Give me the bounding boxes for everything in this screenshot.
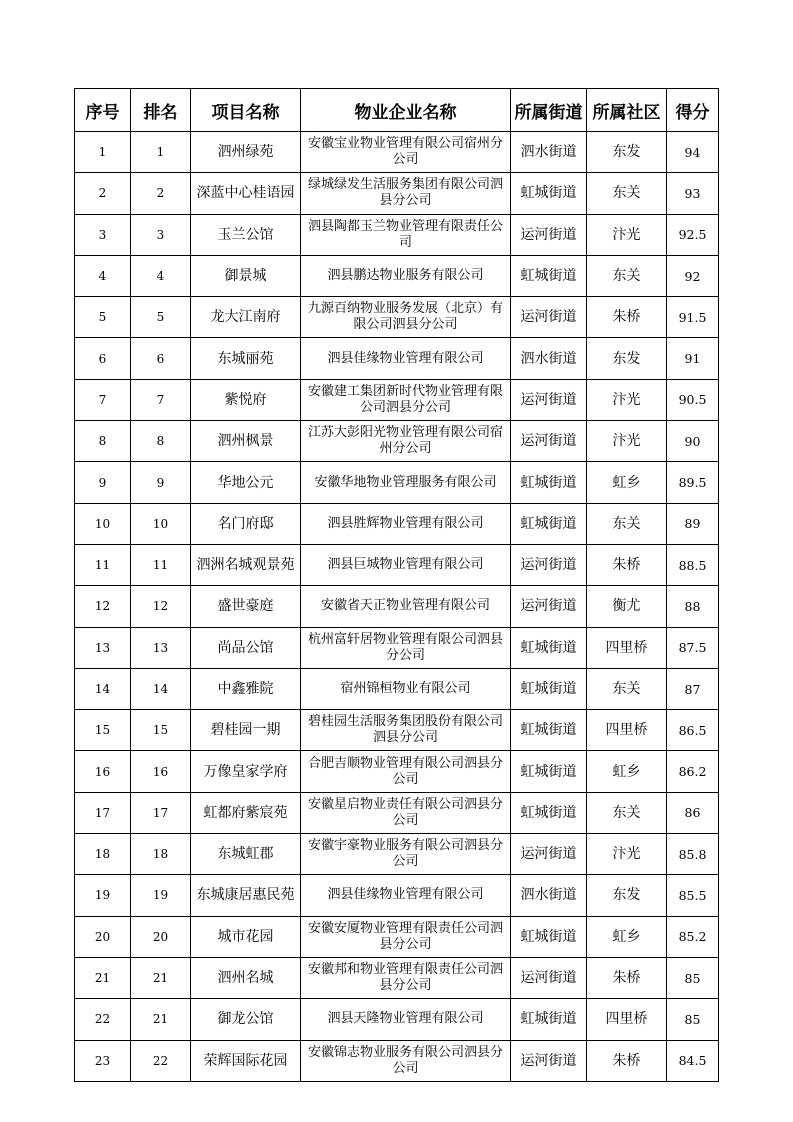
header-community: 所属社区 [587, 89, 667, 132]
company-name-cell: 九源百纳物业服务发展（北京）有限公司泗县分公司 [301, 297, 511, 338]
table-row [75, 586, 719, 627]
company-name-cell: 泗县天隆物业管理有限公司 [301, 999, 511, 1040]
community-cell: 东关 [587, 173, 667, 214]
community-cell: 四里桥 [587, 710, 667, 751]
company-name-cell: 江苏大彭阳光物业管理有限公司宿州分公司 [301, 421, 511, 462]
street-cell: 泗水街道 [511, 875, 587, 916]
rank-cell: 1 [131, 132, 191, 173]
rank-cell: 16 [131, 751, 191, 792]
street-cell: 运河街道 [511, 297, 587, 338]
score-cell: 87 [667, 668, 719, 709]
score-cell: 91 [667, 338, 719, 379]
seq-cell: 13 [75, 627, 131, 668]
seq-cell: 14 [75, 668, 131, 709]
project-name-cell: 名门府邸 [191, 503, 301, 544]
score-cell: 87.5 [667, 627, 719, 668]
company-name-cell: 绿城绿发生活服务集团有限公司泗县分公司 [301, 173, 511, 214]
rank-cell: 21 [131, 999, 191, 1040]
community-cell: 汴光 [587, 421, 667, 462]
project-name-cell: 荣辉国际花园 [191, 1040, 301, 1081]
table-row [75, 875, 719, 916]
rank-cell: 13 [131, 627, 191, 668]
rank-cell: 14 [131, 668, 191, 709]
community-cell: 虹乡 [587, 751, 667, 792]
score-cell: 89.5 [667, 462, 719, 503]
street-cell: 泗水街道 [511, 338, 587, 379]
project-name-cell: 尚品公馆 [191, 627, 301, 668]
table-row [75, 999, 719, 1040]
seq-cell: 9 [75, 462, 131, 503]
seq-cell: 8 [75, 421, 131, 462]
seq-cell: 17 [75, 792, 131, 833]
header-street: 所属街道 [511, 89, 587, 132]
score-cell: 94 [667, 132, 719, 173]
community-cell: 东关 [587, 668, 667, 709]
project-name-cell: 御景城 [191, 255, 301, 296]
project-name-cell: 华地公元 [191, 462, 301, 503]
street-cell: 虹城街道 [511, 668, 587, 709]
project-name-cell: 万像皇家学府 [191, 751, 301, 792]
rank-cell: 6 [131, 338, 191, 379]
score-cell: 88 [667, 586, 719, 627]
street-cell: 虹城街道 [511, 462, 587, 503]
street-cell: 虹城街道 [511, 627, 587, 668]
rank-cell: 22 [131, 1040, 191, 1081]
project-name-cell: 中鑫雅院 [191, 668, 301, 709]
rank-cell: 20 [131, 916, 191, 957]
company-name-cell: 泗县鹏达物业服务有限公司 [301, 255, 511, 296]
rank-cell: 21 [131, 957, 191, 998]
table-row [75, 173, 719, 214]
community-cell: 朱桥 [587, 297, 667, 338]
score-cell: 91.5 [667, 297, 719, 338]
project-name-cell: 紫悦府 [191, 379, 301, 420]
company-name-cell: 泗县陶都玉兰物业管理有限责任公司 [301, 214, 511, 255]
table-row [75, 751, 719, 792]
project-name-cell: 盛世豪庭 [191, 586, 301, 627]
seq-cell: 16 [75, 751, 131, 792]
score-cell: 92.5 [667, 214, 719, 255]
project-name-cell: 泗洲名城观景苑 [191, 544, 301, 585]
company-name-cell: 泗县巨城物业管理有限公司 [301, 544, 511, 585]
street-cell: 运河街道 [511, 957, 587, 998]
score-cell: 84.5 [667, 1040, 719, 1081]
header-company: 物业企业名称 [301, 89, 511, 132]
rank-cell: 3 [131, 214, 191, 255]
community-cell: 四里桥 [587, 627, 667, 668]
table-row [75, 462, 719, 503]
seq-cell: 15 [75, 710, 131, 751]
seq-cell: 18 [75, 834, 131, 875]
community-cell: 朱桥 [587, 1040, 667, 1081]
company-name-cell: 宿州锦桓物业有限公司 [301, 668, 511, 709]
score-cell: 86.5 [667, 710, 719, 751]
property-ranking-table [74, 88, 719, 1082]
seq-cell: 23 [75, 1040, 131, 1081]
project-name-cell: 泗州绿苑 [191, 132, 301, 173]
score-cell: 86.2 [667, 751, 719, 792]
community-cell: 东关 [587, 255, 667, 296]
table-row [75, 379, 719, 420]
table-row [75, 132, 719, 173]
street-cell: 运河街道 [511, 586, 587, 627]
street-cell: 虹城街道 [511, 792, 587, 833]
project-name-cell: 玉兰公馆 [191, 214, 301, 255]
rank-cell: 11 [131, 544, 191, 585]
seq-cell: 22 [75, 999, 131, 1040]
street-cell: 虹城街道 [511, 916, 587, 957]
seq-cell: 2 [75, 173, 131, 214]
table-row [75, 668, 719, 709]
score-cell: 90.5 [667, 379, 719, 420]
table-body [75, 132, 719, 1082]
project-name-cell: 城市花园 [191, 916, 301, 957]
header-rank: 排名 [131, 89, 191, 132]
company-name-cell: 杭州富轩居物业管理有限公司泗县分公司 [301, 627, 511, 668]
company-name-cell: 安徽邦和物业管理有限责任公司泗县分公司 [301, 957, 511, 998]
seq-cell: 10 [75, 503, 131, 544]
street-cell: 虹城街道 [511, 710, 587, 751]
community-cell: 东关 [587, 503, 667, 544]
score-cell: 86 [667, 792, 719, 833]
rank-cell: 17 [131, 792, 191, 833]
rank-cell: 7 [131, 379, 191, 420]
project-name-cell: 东城丽苑 [191, 338, 301, 379]
community-cell: 东发 [587, 338, 667, 379]
street-cell: 运河街道 [511, 214, 587, 255]
company-name-cell: 泗县胜辉物业管理有限公司 [301, 503, 511, 544]
table-row [75, 627, 719, 668]
project-name-cell: 碧桂园一期 [191, 710, 301, 751]
seq-cell: 1 [75, 132, 131, 173]
rank-cell: 8 [131, 421, 191, 462]
rank-cell: 5 [131, 297, 191, 338]
score-cell: 88.5 [667, 544, 719, 585]
street-cell: 泗水街道 [511, 132, 587, 173]
score-cell: 90 [667, 421, 719, 462]
rank-cell: 9 [131, 462, 191, 503]
community-cell: 汴光 [587, 379, 667, 420]
community-cell: 汴光 [587, 834, 667, 875]
seq-cell: 7 [75, 379, 131, 420]
seq-cell: 19 [75, 875, 131, 916]
table-row [75, 338, 719, 379]
seq-cell: 11 [75, 544, 131, 585]
table-row [75, 503, 719, 544]
street-cell: 虹城街道 [511, 999, 587, 1040]
table-row [75, 957, 719, 998]
rank-cell: 12 [131, 586, 191, 627]
seq-cell: 4 [75, 255, 131, 296]
header-project: 项目名称 [191, 89, 301, 132]
header-score: 得分 [667, 89, 719, 132]
seq-cell: 5 [75, 297, 131, 338]
header-seq: 序号 [75, 89, 131, 132]
score-cell: 85.2 [667, 916, 719, 957]
community-cell: 四里桥 [587, 999, 667, 1040]
rank-cell: 15 [131, 710, 191, 751]
company-name-cell: 合肥吉顺物业管理有限公司泗县分公司 [301, 751, 511, 792]
project-name-cell: 泗州枫景 [191, 421, 301, 462]
street-cell: 虹城街道 [511, 503, 587, 544]
rank-cell: 19 [131, 875, 191, 916]
project-name-cell: 深蓝中心桂语园 [191, 173, 301, 214]
street-cell: 虹城街道 [511, 173, 587, 214]
street-cell: 虹城街道 [511, 751, 587, 792]
score-cell: 85 [667, 957, 719, 998]
company-name-cell: 安徽宝业物业管理有限公司宿州分公司 [301, 132, 511, 173]
project-name-cell: 龙大江南府 [191, 297, 301, 338]
street-cell: 运河街道 [511, 1040, 587, 1081]
company-name-cell: 安徽宇豪物业服务有限公司泗县分公司 [301, 834, 511, 875]
seq-cell: 3 [75, 214, 131, 255]
score-cell: 93 [667, 173, 719, 214]
street-cell: 虹城街道 [511, 255, 587, 296]
community-cell: 虹乡 [587, 916, 667, 957]
community-cell: 汴光 [587, 214, 667, 255]
table-row [75, 916, 719, 957]
street-cell: 运河街道 [511, 421, 587, 462]
score-cell: 85 [667, 999, 719, 1040]
company-name-cell: 安徽锦志物业服务有限公司泗县分公司 [301, 1040, 511, 1081]
rank-cell: 2 [131, 173, 191, 214]
street-cell: 运河街道 [511, 834, 587, 875]
table-row [75, 297, 719, 338]
community-cell: 东发 [587, 132, 667, 173]
project-name-cell: 御龙公馆 [191, 999, 301, 1040]
community-cell: 朱桥 [587, 957, 667, 998]
company-name-cell: 安徽华地物业管理服务有限公司 [301, 462, 511, 503]
street-cell: 运河街道 [511, 544, 587, 585]
score-cell: 89 [667, 503, 719, 544]
table-row [75, 1040, 719, 1081]
street-cell: 运河街道 [511, 379, 587, 420]
project-name-cell: 虹都府紫宸苑 [191, 792, 301, 833]
table-row [75, 214, 719, 255]
company-name-cell: 泗县佳缘物业管理有限公司 [301, 338, 511, 379]
rank-cell: 18 [131, 834, 191, 875]
rank-cell: 4 [131, 255, 191, 296]
seq-cell: 20 [75, 916, 131, 957]
table-row [75, 255, 719, 296]
table-row [75, 710, 719, 751]
company-name-cell: 安徽建工集团新时代物业管理有限公司泗县分公司 [301, 379, 511, 420]
score-cell: 85.8 [667, 834, 719, 875]
table-row [75, 421, 719, 462]
table-row [75, 834, 719, 875]
company-name-cell: 安徽安厦物业管理有限责任公司泗县分公司 [301, 916, 511, 957]
company-name-cell: 安徽星启物业责任有限公司泗县分公司 [301, 792, 511, 833]
project-name-cell: 东城虹郡 [191, 834, 301, 875]
score-cell: 92 [667, 255, 719, 296]
score-cell: 85.5 [667, 875, 719, 916]
community-cell: 东关 [587, 792, 667, 833]
community-cell: 虹乡 [587, 462, 667, 503]
table-row [75, 544, 719, 585]
header-row [75, 89, 719, 132]
company-name-cell: 安徽省天正物业管理有限公司 [301, 586, 511, 627]
table-row [75, 792, 719, 833]
community-cell: 东发 [587, 875, 667, 916]
seq-cell: 12 [75, 586, 131, 627]
rank-cell: 10 [131, 503, 191, 544]
seq-cell: 6 [75, 338, 131, 379]
community-cell: 衡尤 [587, 586, 667, 627]
community-cell: 朱桥 [587, 544, 667, 585]
project-name-cell: 东城康居惠民苑 [191, 875, 301, 916]
project-name-cell: 泗州名城 [191, 957, 301, 998]
company-name-cell: 泗县佳缘物业管理有限公司 [301, 875, 511, 916]
company-name-cell: 碧桂园生活服务集团股份有限公司泗县分公司 [301, 710, 511, 751]
seq-cell: 21 [75, 957, 131, 998]
